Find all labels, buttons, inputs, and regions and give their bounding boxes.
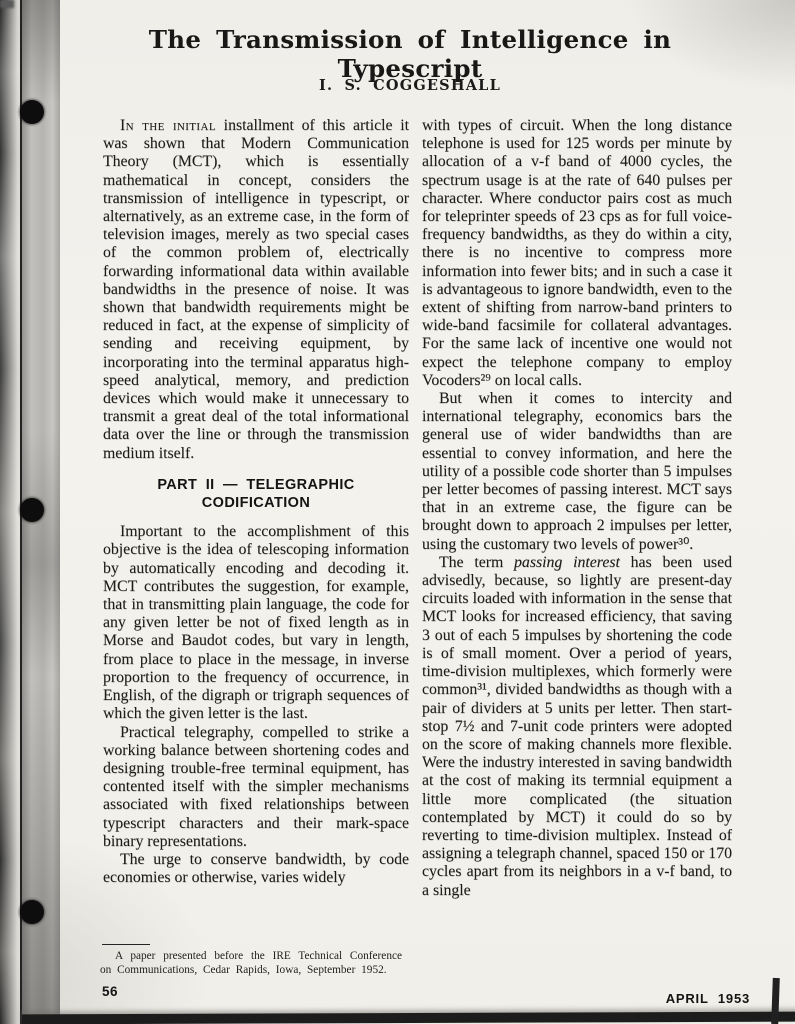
left-column <box>103 117 409 887</box>
footnote <box>100 944 402 978</box>
punch-hole <box>20 100 44 124</box>
smallcaps-lead: In the initial <box>120 117 216 134</box>
paragraph-text: installment of this article it was shown that Modern Communication Theory (MCT), which is essentially mathematical in concept, considers the transmission of intelligence in typescript, or alternatively, as an extreme case, in the form of television images, merely as two special cases of the common problem of, electrically forwarding informational data within available bandwidths in the presence of noise. It was shown that bandwidth requirements might be reduced in fact, at the expense of simplicity of sending and receiving equipment, by incorporating into the terminal apparatus high-speed analytical, memory, and prediction devices which would make it unnecessary to transmit a great deal of the total informational data over the line or through the transmission medium itself. <box>103 117 409 462</box>
body-paragraph: The urge to conserve bandwidth, by code economies or otherwise, varies widely <box>103 850 409 887</box>
issue-date: APRIL 1953 <box>665 991 750 1006</box>
body-paragraph: But when it comes to intercity and international telegraphy, economics bars the general use of wider bandwidths than are essential to convey information, and here the utility of a possible code shorter than 5 impulses per letter becomes of passing interest. MCT says that in an extreme case, the figure can be brought down to approach 2 impulses per letter, using the customary two levels of power³⁰. <box>422 390 732 553</box>
section-heading: PART II — TELEGRAPHIC CODIFICATION <box>157 476 355 512</box>
footnote-rule <box>102 944 150 945</box>
body-paragraph: with types of circuit. When the long distance telephone is used for 125 words per minute by allocation of a v-f band of 4000 cycles, the spectrum usage is at the rate of 640 pulses per character. Where conductor pairs cost as much for teleprinter speeds of 23 cps as for full voice-frequency bandwidths, as they do within a city, there is no incentive to compress more information into fewer bits; and in such a case it is advantageous to ignore bandwidth, even to the extent of shifting from narrow-band printers to wide-band facsimile for collateral advantages. For the same lack of incentive one would not expect the telephone company to employ Vocoders²⁹ on local calls. <box>422 117 732 389</box>
punch-hole <box>20 498 44 522</box>
binding-edge <box>0 0 20 1024</box>
scan-speck <box>0 0 14 8</box>
italic-term: passing interest <box>514 553 620 571</box>
page-number: 56 <box>102 984 119 999</box>
body-paragraph: Practical telegraphy, compelled to strike a working balance between shortening codes and designing trouble-free terminal equipment, has contented itself with the simpler mechanisms associated with fixed relationships between typescript characters and their mark-space binary representations. <box>103 723 409 850</box>
paragraph-text: The term <box>439 553 515 571</box>
body-paragraph <box>422 554 732 900</box>
article-author: I. S. COGGESHALL <box>319 77 501 94</box>
right-column <box>422 117 732 900</box>
punch-hole <box>20 900 44 924</box>
paragraph-text: has been used advisedly, because, so lightly are present-day circuits loaded with information in the sense that MCT looks for increased efficiency, that saving 3 out of each 5 impulses by shortening the code is of small moment. Over a period of years, time-division multiplexes, which formerly were common³¹, divided bandwidths as though with a pair of dividers at 5 units per letter. Then start-stop 7½ and 7-unit code printers were adopted on the score of making channels more flexible. Were the industry interested in saving bandwidth at the cost of making its termnial equipment a little more complicated (the situation contemplated by MCT) it could do so by reverting to time-division multiplex. Instead of assigning a telegraph channel, spaced 150 or 170 cycles apart from its neighbors in a v-f band, to a single <box>422 553 732 899</box>
footnote-text: A paper presented before the IRE Technical Conference on Communications, Cedar Rapids, Iowa, September 1952. <box>100 950 402 976</box>
body-paragraph: Important to the accomplishment of this objective is the idea of telescoping information by automatically encoding and decoding it. MCT contributes the suggestion, for example, that in transmitting plain language, the code for any given letter be not of fixed length as in Morse and Baudot codes, but vary in length, from place to place in the message, in inverse proportion to the frequency of occurrence, in English, of the digraph or trigraph sequences of which the given letter is the last. <box>103 523 409 723</box>
body-paragraph <box>103 117 409 463</box>
article-title: The Transmission of Intelligence in Typescript <box>148 25 672 83</box>
page-bottom-edge <box>22 1012 795 1024</box>
